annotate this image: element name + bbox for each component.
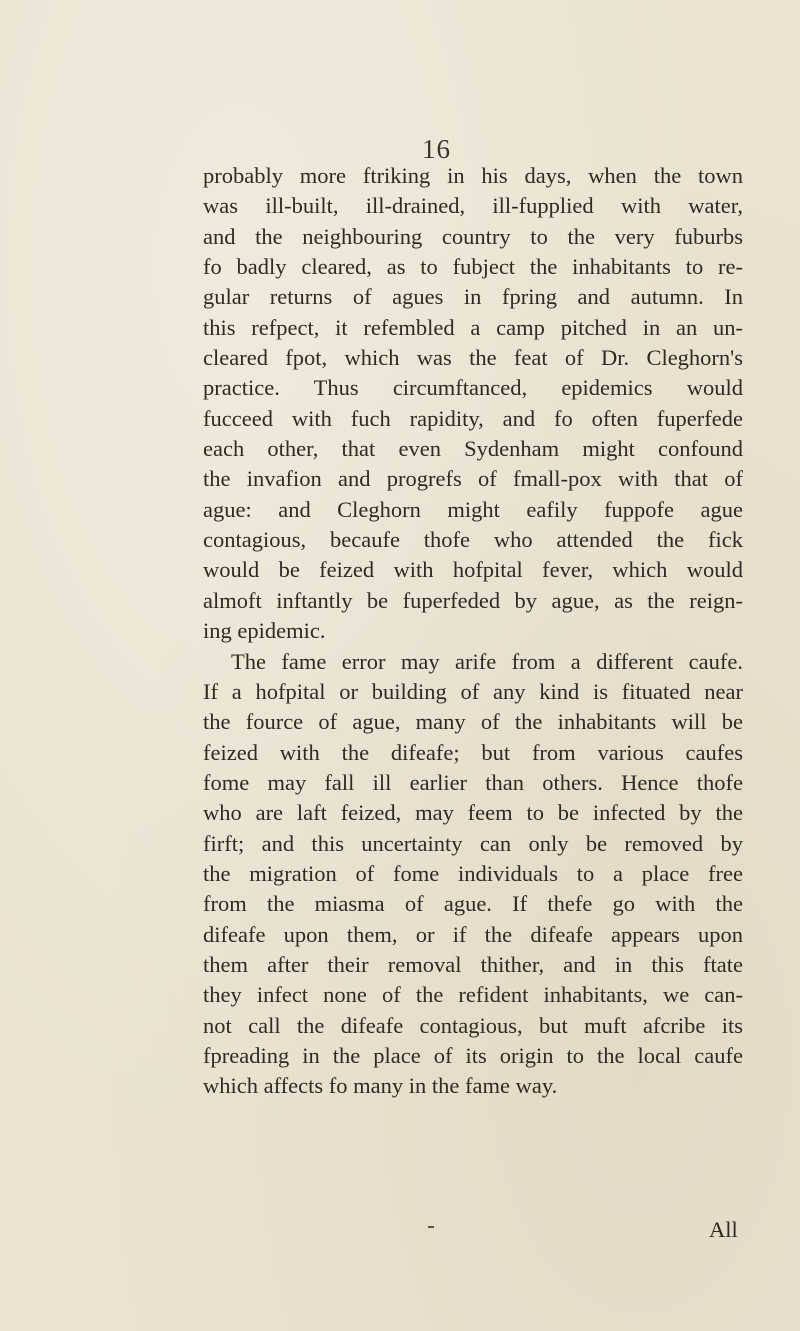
- text-line: they infect none of the refident inhabitants, we can-: [203, 982, 743, 1008]
- text-line: ague: and Cleghorn might eafily fuppofe ague: [203, 496, 743, 522]
- text-line: this refpect, it refembled a camp pitched in an un-: [203, 314, 743, 340]
- text-line: fo badly cleared, as to fubject the inhabitants to re-: [203, 254, 743, 280]
- text-line: was ill-built, ill-drained, ill-fupplied with water,: [203, 193, 743, 219]
- text-line: each other, that even Sydenham might confound: [203, 436, 743, 462]
- text-line: the invafion and progrefs of fmall-pox with that of: [203, 466, 743, 492]
- text-line: gular returns of agues in fpring and autumn. In: [203, 284, 743, 310]
- text-line: ing epidemic.: [203, 618, 326, 644]
- text-line: probably more ftriking in his days, when the town: [203, 163, 743, 188]
- text-line: almoft inftantly be fuperfeded by ague, as the reign-: [203, 587, 743, 613]
- text-line: practice. Thus circumftanced, epidemics would: [203, 375, 743, 401]
- text-line: would be feized with hofpital fever, which would: [203, 557, 743, 583]
- text-line: The fame error may arife from a different caufe.: [231, 648, 743, 674]
- text-line: difeafe upon them, or if the difeafe appears upon: [203, 921, 743, 947]
- text-line: not call the difeafe contagious, but muft afcribe its: [203, 1012, 743, 1038]
- text-line: fucceed with fuch rapidity, and fo often fuperfede: [203, 405, 743, 431]
- text-line: feized with the difeafe; but from various caufes: [203, 739, 743, 765]
- text-line: from the miasma of ague. If thefe go with the: [203, 891, 743, 917]
- text-line: cleared fpot, which was the feat of Dr. Cleghorn's: [203, 345, 743, 371]
- text-line: the migration of fome individuals to a place free: [203, 860, 743, 886]
- signature-dash: [428, 1226, 434, 1228]
- text-line: them after their removal thither, and in this ftate: [203, 951, 743, 977]
- text-line: If a hofpital or building of any kind is fituated near: [203, 678, 743, 704]
- text-line: who are laft feized, may feem to be infected by the: [203, 800, 743, 826]
- text-line: and the neighbouring country to the very fuburbs: [203, 223, 743, 249]
- text-line: fpreading in the place of its origin to the local caufe: [203, 1042, 743, 1068]
- text-line: contagious, becaufe thofe who attended the fick: [203, 527, 743, 553]
- body-text: [203, 161, 743, 1102]
- page-number: 16: [422, 134, 451, 164]
- text-line: the fource of ague, many of the inhabitants will be: [203, 709, 743, 735]
- text-line: which affects fo many in the fame way.: [203, 1073, 558, 1099]
- text-line: fome may fall ill earlier than others. Hence thofe: [203, 769, 743, 795]
- catchword: All: [709, 1217, 738, 1242]
- text-line: firft; and this uncertainty can only be removed by: [203, 830, 743, 856]
